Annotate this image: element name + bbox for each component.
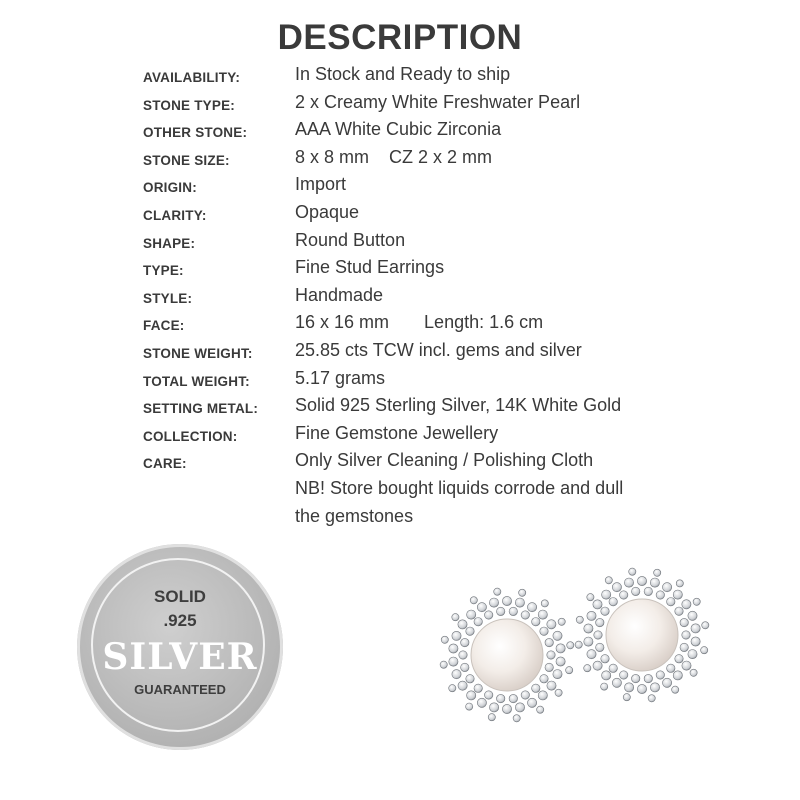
cz-stone xyxy=(553,631,562,640)
cz-stone xyxy=(449,657,458,666)
cz-stone xyxy=(584,637,593,646)
cz-stone xyxy=(656,591,664,599)
cz-stone xyxy=(584,624,593,633)
cz-stone xyxy=(693,598,700,605)
spec-value: the gemstones xyxy=(295,505,414,526)
spec-value: AAA White Cubic Zirconia xyxy=(295,119,502,140)
spec-label: STONE SIZE: xyxy=(143,152,230,168)
cz-stone xyxy=(587,594,594,601)
cz-stone xyxy=(602,590,611,599)
spec-label: STONE WEIGHT: xyxy=(143,345,253,361)
cz-stone xyxy=(497,694,505,702)
cz-stone xyxy=(461,638,469,646)
cz-stone xyxy=(485,691,493,699)
cz-stone xyxy=(528,603,537,612)
page-title: DESCRIPTION xyxy=(277,18,523,57)
spec-label: STONE TYPE: xyxy=(143,97,235,113)
cz-stone xyxy=(494,588,501,595)
spec-row xyxy=(143,202,703,230)
spec-row xyxy=(143,257,703,285)
spec-row xyxy=(143,147,703,175)
spec-label: TYPE: xyxy=(143,263,184,279)
cz-stone xyxy=(466,627,474,635)
cz-stone xyxy=(587,611,596,620)
spec-row xyxy=(143,312,703,340)
cz-stone xyxy=(605,577,612,584)
cz-stone xyxy=(620,591,628,599)
cz-stone xyxy=(624,578,633,587)
cz-stone xyxy=(632,587,640,595)
cz-stone xyxy=(567,642,574,649)
spec-row xyxy=(143,478,703,506)
cz-stone xyxy=(528,698,537,707)
cz-stone xyxy=(623,694,630,701)
spec-row xyxy=(143,395,703,423)
spec-row xyxy=(143,92,703,120)
cz-stone xyxy=(477,603,486,612)
cz-stone xyxy=(688,650,697,659)
cz-stone xyxy=(458,681,467,690)
cz-stone xyxy=(575,641,582,648)
cz-stone xyxy=(593,600,602,609)
cz-stone xyxy=(466,675,474,683)
cz-stone xyxy=(477,698,486,707)
spec-label: SETTING METAL: xyxy=(143,401,259,417)
cz-stone xyxy=(601,607,609,615)
cz-stone xyxy=(632,674,640,682)
cz-stone xyxy=(474,618,482,626)
spec-label: TOTAL WEIGHT: xyxy=(143,373,250,389)
cz-stone xyxy=(467,691,476,700)
cz-stone xyxy=(594,631,602,639)
spec-value: Opaque xyxy=(295,201,360,222)
earring-right xyxy=(575,568,709,702)
cz-stone xyxy=(593,661,602,670)
cz-stone xyxy=(440,661,447,668)
cz-stone xyxy=(675,607,683,615)
spec-value: Fine Stud Earrings xyxy=(295,257,445,278)
spec-value: 5.17 grams xyxy=(295,367,386,388)
cz-stone xyxy=(629,568,636,575)
spec-value: Solid 925 Sterling Silver, 14K White Gold xyxy=(295,395,622,416)
pearl-earrings-image xyxy=(430,555,730,735)
cz-stone xyxy=(663,678,672,687)
spec-label: CLARITY: xyxy=(143,207,207,223)
cz-stone xyxy=(538,610,547,619)
cz-stone xyxy=(489,598,498,607)
cz-stone xyxy=(601,683,608,690)
spec-row xyxy=(143,230,703,258)
cz-stone xyxy=(540,675,548,683)
cz-stone xyxy=(467,610,476,619)
cz-stone xyxy=(648,695,655,702)
cz-stone xyxy=(675,655,683,663)
spec-label: CARE: xyxy=(143,456,187,472)
spec-table xyxy=(143,64,703,533)
badge-line-purity: .925 xyxy=(163,611,197,630)
spec-value: Only Silver Cleaning / Polishing Cloth xyxy=(295,450,594,471)
spec-label: ORIGIN: xyxy=(143,180,197,196)
cz-stone xyxy=(656,671,664,679)
earring-left xyxy=(440,588,574,722)
cz-stone xyxy=(532,618,540,626)
cz-stone xyxy=(509,607,517,615)
spec-label: OTHER STONE: xyxy=(143,125,248,141)
cz-stone xyxy=(566,667,573,674)
cz-stone xyxy=(515,598,524,607)
cz-stone xyxy=(637,576,646,585)
cz-stone xyxy=(513,715,520,722)
cz-stone xyxy=(452,670,461,679)
cz-stone xyxy=(547,651,555,659)
cz-stone xyxy=(519,589,526,596)
cz-stone xyxy=(680,643,688,651)
cz-stone xyxy=(672,686,679,693)
spec-value: Import xyxy=(295,174,347,195)
spec-label: FACE: xyxy=(143,318,185,334)
cz-stone xyxy=(532,684,540,692)
cz-stone xyxy=(667,598,675,606)
cz-stone xyxy=(654,569,661,576)
cz-stone xyxy=(587,650,596,659)
cz-stone xyxy=(502,704,511,713)
spec-value: Handmade xyxy=(295,284,384,305)
spec-row xyxy=(143,64,703,92)
spec-value: Round Button xyxy=(295,229,406,250)
cz-stone xyxy=(461,663,469,671)
badge-line-guaranteed: GUARANTEED xyxy=(134,682,226,697)
cz-stone xyxy=(663,583,672,592)
silver-guarantee-badge xyxy=(77,544,283,750)
cz-stone xyxy=(474,684,482,692)
cz-stone xyxy=(676,580,683,587)
cz-stone xyxy=(558,618,565,625)
spec-label: AVAILABILITY: xyxy=(143,70,241,85)
spec-label: COLLECTION: xyxy=(143,428,238,444)
cz-stone xyxy=(691,624,700,633)
cz-stone xyxy=(537,706,544,713)
cz-stone xyxy=(682,661,691,670)
cz-stone xyxy=(470,597,477,604)
cz-stone xyxy=(553,670,562,679)
cz-stone xyxy=(688,611,697,620)
spec-label: STYLE: xyxy=(143,290,193,306)
spec-row xyxy=(143,285,703,313)
cz-stone xyxy=(502,596,511,605)
cz-stone xyxy=(690,669,697,676)
spec-row xyxy=(143,368,703,396)
cz-stone xyxy=(701,647,708,654)
spec-row xyxy=(143,506,703,534)
cz-stone xyxy=(497,607,505,615)
cz-stone xyxy=(609,598,617,606)
cz-stone xyxy=(625,683,634,692)
spec-value: In Stock and Ready to ship xyxy=(295,64,511,84)
spec-row xyxy=(143,340,703,368)
spec-row xyxy=(143,450,703,478)
spec-value: NB! Store bought liquids corrode and dull xyxy=(295,477,624,498)
cz-stone xyxy=(612,678,621,687)
cz-stone xyxy=(650,683,659,692)
cz-stone xyxy=(601,655,609,663)
cz-stone xyxy=(691,637,700,646)
badge-line-solid: SOLID xyxy=(154,587,206,606)
cz-stone xyxy=(584,665,591,672)
cz-stone xyxy=(673,590,682,599)
cz-stone xyxy=(540,627,548,635)
cz-stone xyxy=(576,616,583,623)
badge-line-silver: SILVER xyxy=(102,636,258,678)
cz-stone xyxy=(650,578,659,587)
cz-stone xyxy=(545,638,553,646)
cz-stone xyxy=(509,694,517,702)
cz-stone xyxy=(459,651,467,659)
cz-stone xyxy=(556,657,565,666)
spec-row xyxy=(143,423,703,451)
cz-stone xyxy=(682,600,691,609)
cz-stone xyxy=(637,684,646,693)
cz-stone xyxy=(441,636,448,643)
spec-row xyxy=(143,119,703,147)
cz-stone xyxy=(702,622,709,629)
cz-stone xyxy=(547,620,556,629)
cz-stone xyxy=(449,644,458,653)
spec-value: Fine Gemstone Jewellery xyxy=(295,422,499,443)
spec-label: SHAPE: xyxy=(143,235,196,251)
spec-value: 8 x 8 mm CZ 2 x 2 mm xyxy=(295,146,493,167)
cz-stone xyxy=(458,620,467,629)
spec-value: 2 x Creamy White Freshwater Pearl xyxy=(295,91,581,112)
cz-stone xyxy=(452,631,461,640)
cz-stone xyxy=(612,583,621,592)
spec-row xyxy=(143,174,703,202)
cz-stone xyxy=(609,664,617,672)
cz-stone xyxy=(538,691,547,700)
cz-stone xyxy=(541,600,548,607)
cz-stone xyxy=(620,671,628,679)
cz-stone xyxy=(545,663,553,671)
cz-stone xyxy=(596,643,604,651)
cz-stone xyxy=(521,691,529,699)
spec-value: 16 x 16 mm Length: 1.6 cm xyxy=(295,312,544,333)
spec-value: 25.85 cts TCW incl. gems and silver xyxy=(295,339,582,360)
cz-stone xyxy=(680,618,688,626)
cz-stone xyxy=(521,611,529,619)
cz-stone xyxy=(644,674,652,682)
cz-stone xyxy=(673,671,682,680)
cz-stone xyxy=(490,703,499,712)
cz-stone xyxy=(556,644,565,653)
cz-stone xyxy=(644,587,652,595)
cz-stone xyxy=(452,614,459,621)
cz-stone xyxy=(596,618,604,626)
cz-stone xyxy=(488,714,495,721)
cz-stone xyxy=(485,611,493,619)
cz-stone xyxy=(602,671,611,680)
cz-stone xyxy=(515,703,524,712)
cz-stone xyxy=(449,685,456,692)
cz-stone xyxy=(667,664,675,672)
cz-stone xyxy=(547,681,556,690)
cz-stone xyxy=(682,631,690,639)
cz-stone xyxy=(466,703,473,710)
cz-stone xyxy=(555,689,562,696)
